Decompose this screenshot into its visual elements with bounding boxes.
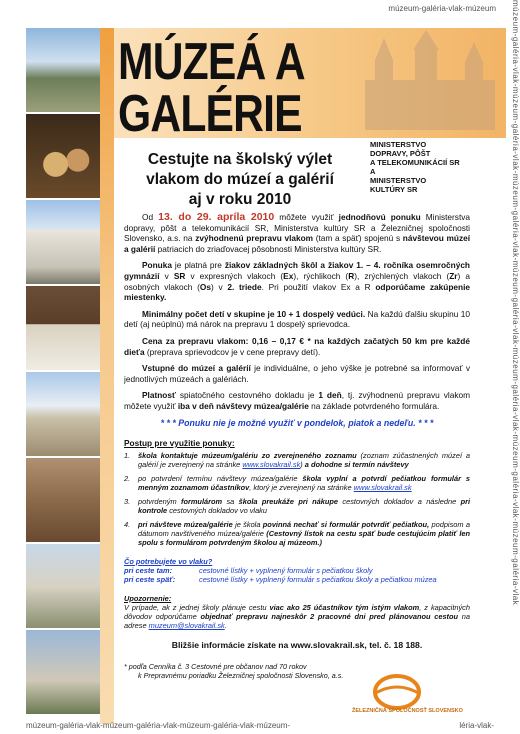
step-number: 1.: [124, 450, 131, 460]
text: Zr: [449, 270, 458, 281]
photo-ruins: [26, 630, 100, 716]
contact-line: Bližšie informácie získate na www.slovakrail.sk, tel. č. 18 188.: [171, 639, 423, 650]
photo-castle: [26, 28, 100, 114]
text: V prípade, ak z jednej školy plánuje cestu: [124, 602, 270, 612]
warning-text: [124, 603, 470, 630]
text: jednodňovú ponuku: [338, 212, 421, 222]
paragraph-price: [124, 336, 470, 357]
need-block: [124, 557, 470, 584]
step-number: 4.: [124, 519, 131, 529]
need-value: cestovné lístky + vyplnený formulár s pečiatkou školy a pečiatkou múzea: [199, 574, 437, 584]
paragraph-validity: [124, 390, 470, 411]
photo-church: [26, 372, 100, 458]
ministry-line: KULTÚRY SR: [370, 185, 418, 194]
step-item: [124, 497, 470, 515]
step-item: [124, 451, 470, 469]
ministry-line: DOPRAVY, PÔŠT: [370, 149, 431, 158]
step-item: [124, 474, 470, 492]
email-link[interactable]: muzeum@slovakrail.sk: [148, 620, 225, 630]
ministry-line: MINISTERSTVO: [370, 140, 427, 149]
castle-illustration-icon: [355, 30, 505, 130]
ministry-line: A TELEKOMUNIKÁCIÍ SR: [370, 158, 460, 167]
paragraph-offer: [124, 260, 470, 302]
watermark-side: múzeum-galéria-vlak-múzeum-galéria-vlak-múzeum-galéria-vlak-múzeum-galéria-vlak-múzeum-galéria-vlak-múzeum-galéria-vlak-múzeum-galéria-vlak: [511, 0, 520, 606]
body-text: [124, 212, 470, 664]
text: viac ako 25 účastníkov tým istým vlakom: [269, 602, 420, 612]
text: spiatočného cestovného dokladu je: [175, 390, 319, 401]
text: cestovných dokladov a následne: [338, 496, 461, 506]
paragraph-entry: [124, 363, 470, 384]
text: sa: [222, 496, 239, 506]
text: je individuálne, o jeho výške je potrebné sa informovať v jednotlivých múzeách a galériách.: [124, 363, 470, 384]
ministry-line: MINISTERSTVO: [370, 176, 427, 185]
text: zvýhodnenú prepravu vlakom: [195, 233, 314, 244]
text: Na každú ďalšiu skupinu 10 detí (aj neúplnú) má nárok na prepravu 1 dospelý sprievodca.: [124, 308, 471, 330]
watermark-bottom-right: léria-vlak-: [459, 721, 494, 730]
text: podpisom a dátumom navštíveného múzea/galérie: [138, 519, 471, 538]
text: ), zrýchlených vlakoch (: [354, 270, 450, 281]
text: Ministerstva dopravy, pôšt a telekomunikácií SR, Ministerstva kultúry SR a Železničnej spoločnosti Slovensko, a.s. na: [124, 212, 471, 244]
text: , tj. zvýhodnenú prepravu vlakom môžete využiť: [124, 390, 470, 411]
notice-days: * * * Ponuku nie je možné využiť v pondelok, piatok a nedeľu. * * *: [160, 417, 434, 428]
warning-title: Upozornenie:: [124, 593, 172, 603]
text: v expresných vlakoch (: [185, 270, 284, 281]
need-value: cestovné lístky + vyplnený formulár s pečiatkou školy: [199, 565, 373, 575]
need-row: [124, 566, 470, 575]
text: , ktorý je zverejnený na stránke: [249, 482, 354, 492]
text: škola kontaktuje múzeum/galériu zo zverejneného zoznamu: [138, 450, 357, 460]
text: Ex: [283, 270, 294, 281]
subtitle-line: vlakom do múzeí a galérií: [146, 171, 334, 188]
photo-dolls: [26, 114, 100, 200]
text: návštevou múzeí a galérií: [124, 233, 471, 254]
need-title: Čo potrebujete vo vlaku?: [124, 556, 213, 566]
photo-interior: [26, 458, 100, 544]
text: odporúčame zakúpenie miestenky.: [124, 281, 470, 303]
text: (tam a späť) spojenú s: [313, 233, 403, 244]
text: žiakov základných škôl a žiakov 1. – 4. ročníka osemročných gymnázií: [124, 260, 471, 281]
text: po potvrdení termínu návštevy múzea/galérie: [138, 473, 303, 483]
text: objednať prepravu najneskôr 2 pracovné dni pred plánovanou cestou: [200, 611, 459, 621]
text: potvrdeným: [138, 496, 181, 506]
footnote-line: * podľa Cenníka č. 3 Cestovné pre občanov nad 70 rokov: [124, 662, 307, 671]
slovakrail-link[interactable]: www.slovakrail.sk: [353, 482, 412, 492]
text: .: [224, 620, 227, 630]
ministry-block: [370, 140, 490, 194]
ministry-line: A: [370, 167, 376, 176]
photo-cottage: [26, 286, 100, 372]
text: (preprava sprievodcov je v cene prepravy detí).: [144, 346, 321, 357]
text: je platná pre: [171, 260, 225, 271]
date-range: 13. do 29. apríla 2010: [158, 211, 275, 223]
text: SR: [173, 270, 186, 281]
text: (zoznam zúčastnených múzeí a galérií je zverejnený na stránke: [138, 450, 470, 469]
text: Platnosť: [142, 390, 176, 401]
text: (Cestovný lístok na cestu späť bude cestujúcim platiť len spolu s formulárom potvrdeným školou aj múzeom.): [138, 528, 471, 547]
step-number: 3.: [124, 496, 131, 506]
text: škola vyplní a potvrdí pečiatkou formulár s menným zoznamom účastníkov: [138, 473, 470, 492]
text: na adrese: [124, 611, 471, 630]
watermark-top: múzeum-galéria-vlak-múzeum: [388, 4, 496, 13]
photo-column: [26, 28, 100, 724]
text: cestovných dokladov vo vlaku: [167, 505, 267, 515]
text: pri kontrole: [138, 496, 471, 515]
text: , z kapacitných dôvodov odporúčame: [124, 602, 470, 621]
text: R: [348, 270, 355, 281]
text: 1 deň: [318, 390, 342, 401]
text: ) a osobných vlakoch (: [124, 270, 470, 292]
text: škola preukáže pri nákupe: [238, 496, 339, 506]
need-label: pri ceste tam:: [124, 565, 173, 575]
text: ): [300, 459, 305, 469]
need-row: [124, 575, 470, 584]
logo-text: ŽELEZNIČNÁ SPOLOČNOSŤ SLOVENSKO: [352, 708, 463, 714]
text: môžete využiť: [274, 212, 339, 222]
text: je škola: [232, 519, 263, 529]
orange-strip: [100, 28, 114, 724]
step-item: [124, 520, 470, 547]
text: formulárom: [181, 496, 223, 506]
steps-title: Postup pre využitie ponuky:: [124, 438, 235, 449]
text: . Pri použití vlakov Ex a R: [261, 281, 376, 292]
subtitle-line: aj v roku 2010: [188, 191, 292, 208]
text: Os: [199, 281, 211, 292]
text: povinná nechať si formulár potvrdiť pečiatkou,: [262, 519, 430, 529]
text: pri návšteve múzea/galérie: [138, 519, 233, 529]
text: Ponuka: [142, 260, 172, 271]
text: patriacich do zriaďovacej pôsobnosti Ministerstva kultúry SR.: [155, 243, 382, 254]
text: iba v deň návštevy múzea/galérie: [177, 400, 309, 411]
text: v: [159, 270, 174, 281]
text: Cena za prepravu vlakom: 0,16 – 0,17 € * na každých začatých 50 km pre každé dieťa: [124, 335, 470, 357]
paragraph-group-size: [124, 309, 470, 330]
paragraph-intro: [124, 212, 470, 254]
photo-statue: [26, 544, 100, 630]
step-number: 2.: [124, 473, 131, 483]
text: ), rýchlikoch (: [293, 270, 349, 281]
subtitle: [120, 150, 360, 210]
slovakrail-link[interactable]: www.slovakrail.sk: [242, 459, 301, 469]
footnote: [124, 662, 384, 680]
need-label: pri ceste späť:: [124, 574, 176, 584]
steps-list: [124, 451, 470, 547]
text: Minimálny počet detí v skupine je 10 + 1 dospelý vedúci.: [142, 308, 366, 319]
text: Od: [142, 212, 159, 222]
text: ) v: [210, 281, 228, 292]
watermark-bottom-left: múzeum-galéria-vlak-múzeum-galéria-vlak-múzeum-galéria-vlak-múzeum-: [26, 721, 291, 730]
text: Vstupné do múzeí a galérií: [142, 363, 251, 374]
title-line2: GALÉRIE: [118, 85, 302, 143]
text: na základe potvrdeného formulára.: [308, 400, 440, 411]
subtitle-line: Cestujte na školský výlet: [147, 151, 333, 168]
title-line1: MÚZEÁ A: [118, 33, 305, 91]
photo-manor: [26, 200, 100, 286]
warning-block: [124, 594, 470, 630]
text: 2. triede: [227, 281, 262, 292]
footnote-line: k Prepravnému poriadku Železničnej spoločnosti Slovensko, a.s.: [138, 671, 344, 680]
text: a dohodne si termín návštevy: [304, 459, 409, 469]
